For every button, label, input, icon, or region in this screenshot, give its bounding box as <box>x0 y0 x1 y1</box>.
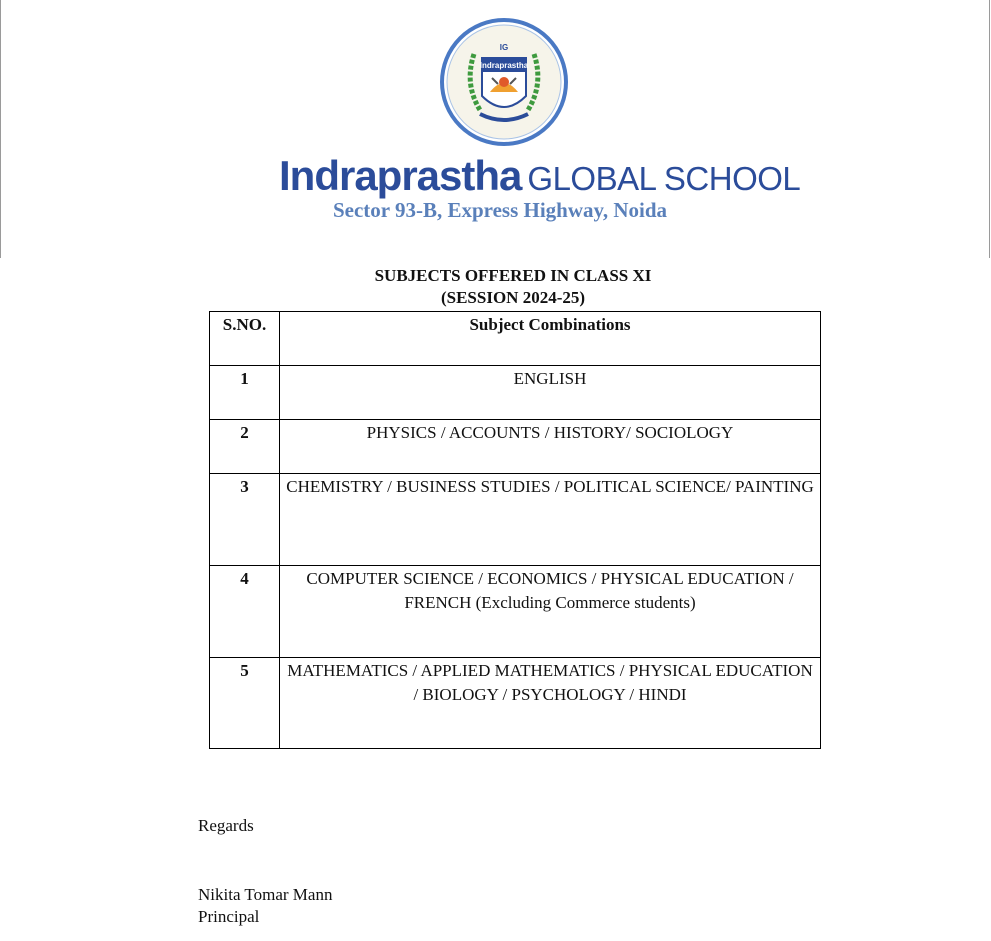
row-sno: 4 <box>210 566 280 658</box>
signer-designation: Principal <box>198 907 260 926</box>
signature-block <box>198 884 332 928</box>
page-edge-left <box>0 0 1 258</box>
row-sno: 5 <box>210 658 280 749</box>
table-row <box>210 420 821 474</box>
page-edge-right <box>989 0 990 258</box>
school-logo <box>440 18 568 146</box>
table-row <box>210 566 821 658</box>
document-title <box>263 265 763 309</box>
table-header-row <box>210 312 821 366</box>
row-sno: 2 <box>210 420 280 474</box>
header-sno: S.NO. <box>210 312 280 366</box>
row-sno: 3 <box>210 474 280 566</box>
row-sno: 1 <box>210 366 280 420</box>
row-subjects: PHYSICS / ACCOUNTS / HISTORY/ SOCIOLOGY <box>280 420 821 474</box>
subjects-table <box>209 311 821 749</box>
school-name-rest: GLOBAL SCHOOL <box>527 160 801 197</box>
row-subjects: ENGLISH <box>280 366 821 420</box>
signer-name: Nikita Tomar Mann <box>198 885 333 904</box>
svg-text:Indraprastha: Indraprastha <box>479 61 529 70</box>
table-row <box>210 474 821 566</box>
title-line-2: (SESSION 2024-25) <box>440 288 586 307</box>
table-row <box>210 658 821 749</box>
school-name <box>279 152 801 200</box>
school-name-brand: Indraprastha <box>279 152 522 199</box>
svg-text:IG: IG <box>499 43 509 52</box>
regards-text: Regards <box>198 816 254 835</box>
school-address: Sector 93-B, Express Highway, Noida <box>332 198 668 222</box>
row-subjects: CHEMISTRY / BUSINESS STUDIES / POLITICAL SCIENCE/ PAINTING <box>280 474 821 566</box>
row-subjects: MATHEMATICS / APPLIED MATHEMATICS / PHYSICAL EDUCATION / BIOLOGY / PSYCHOLOGY / HINDI <box>280 658 821 749</box>
header-subjects: Subject Combinations <box>280 312 821 366</box>
title-line-1: SUBJECTS OFFERED IN CLASS XI <box>374 266 652 285</box>
row-subjects: COMPUTER SCIENCE / ECONOMICS / PHYSICAL EDUCATION / FRENCH (Excluding Commerce students) <box>280 566 821 658</box>
table-row <box>210 366 821 420</box>
